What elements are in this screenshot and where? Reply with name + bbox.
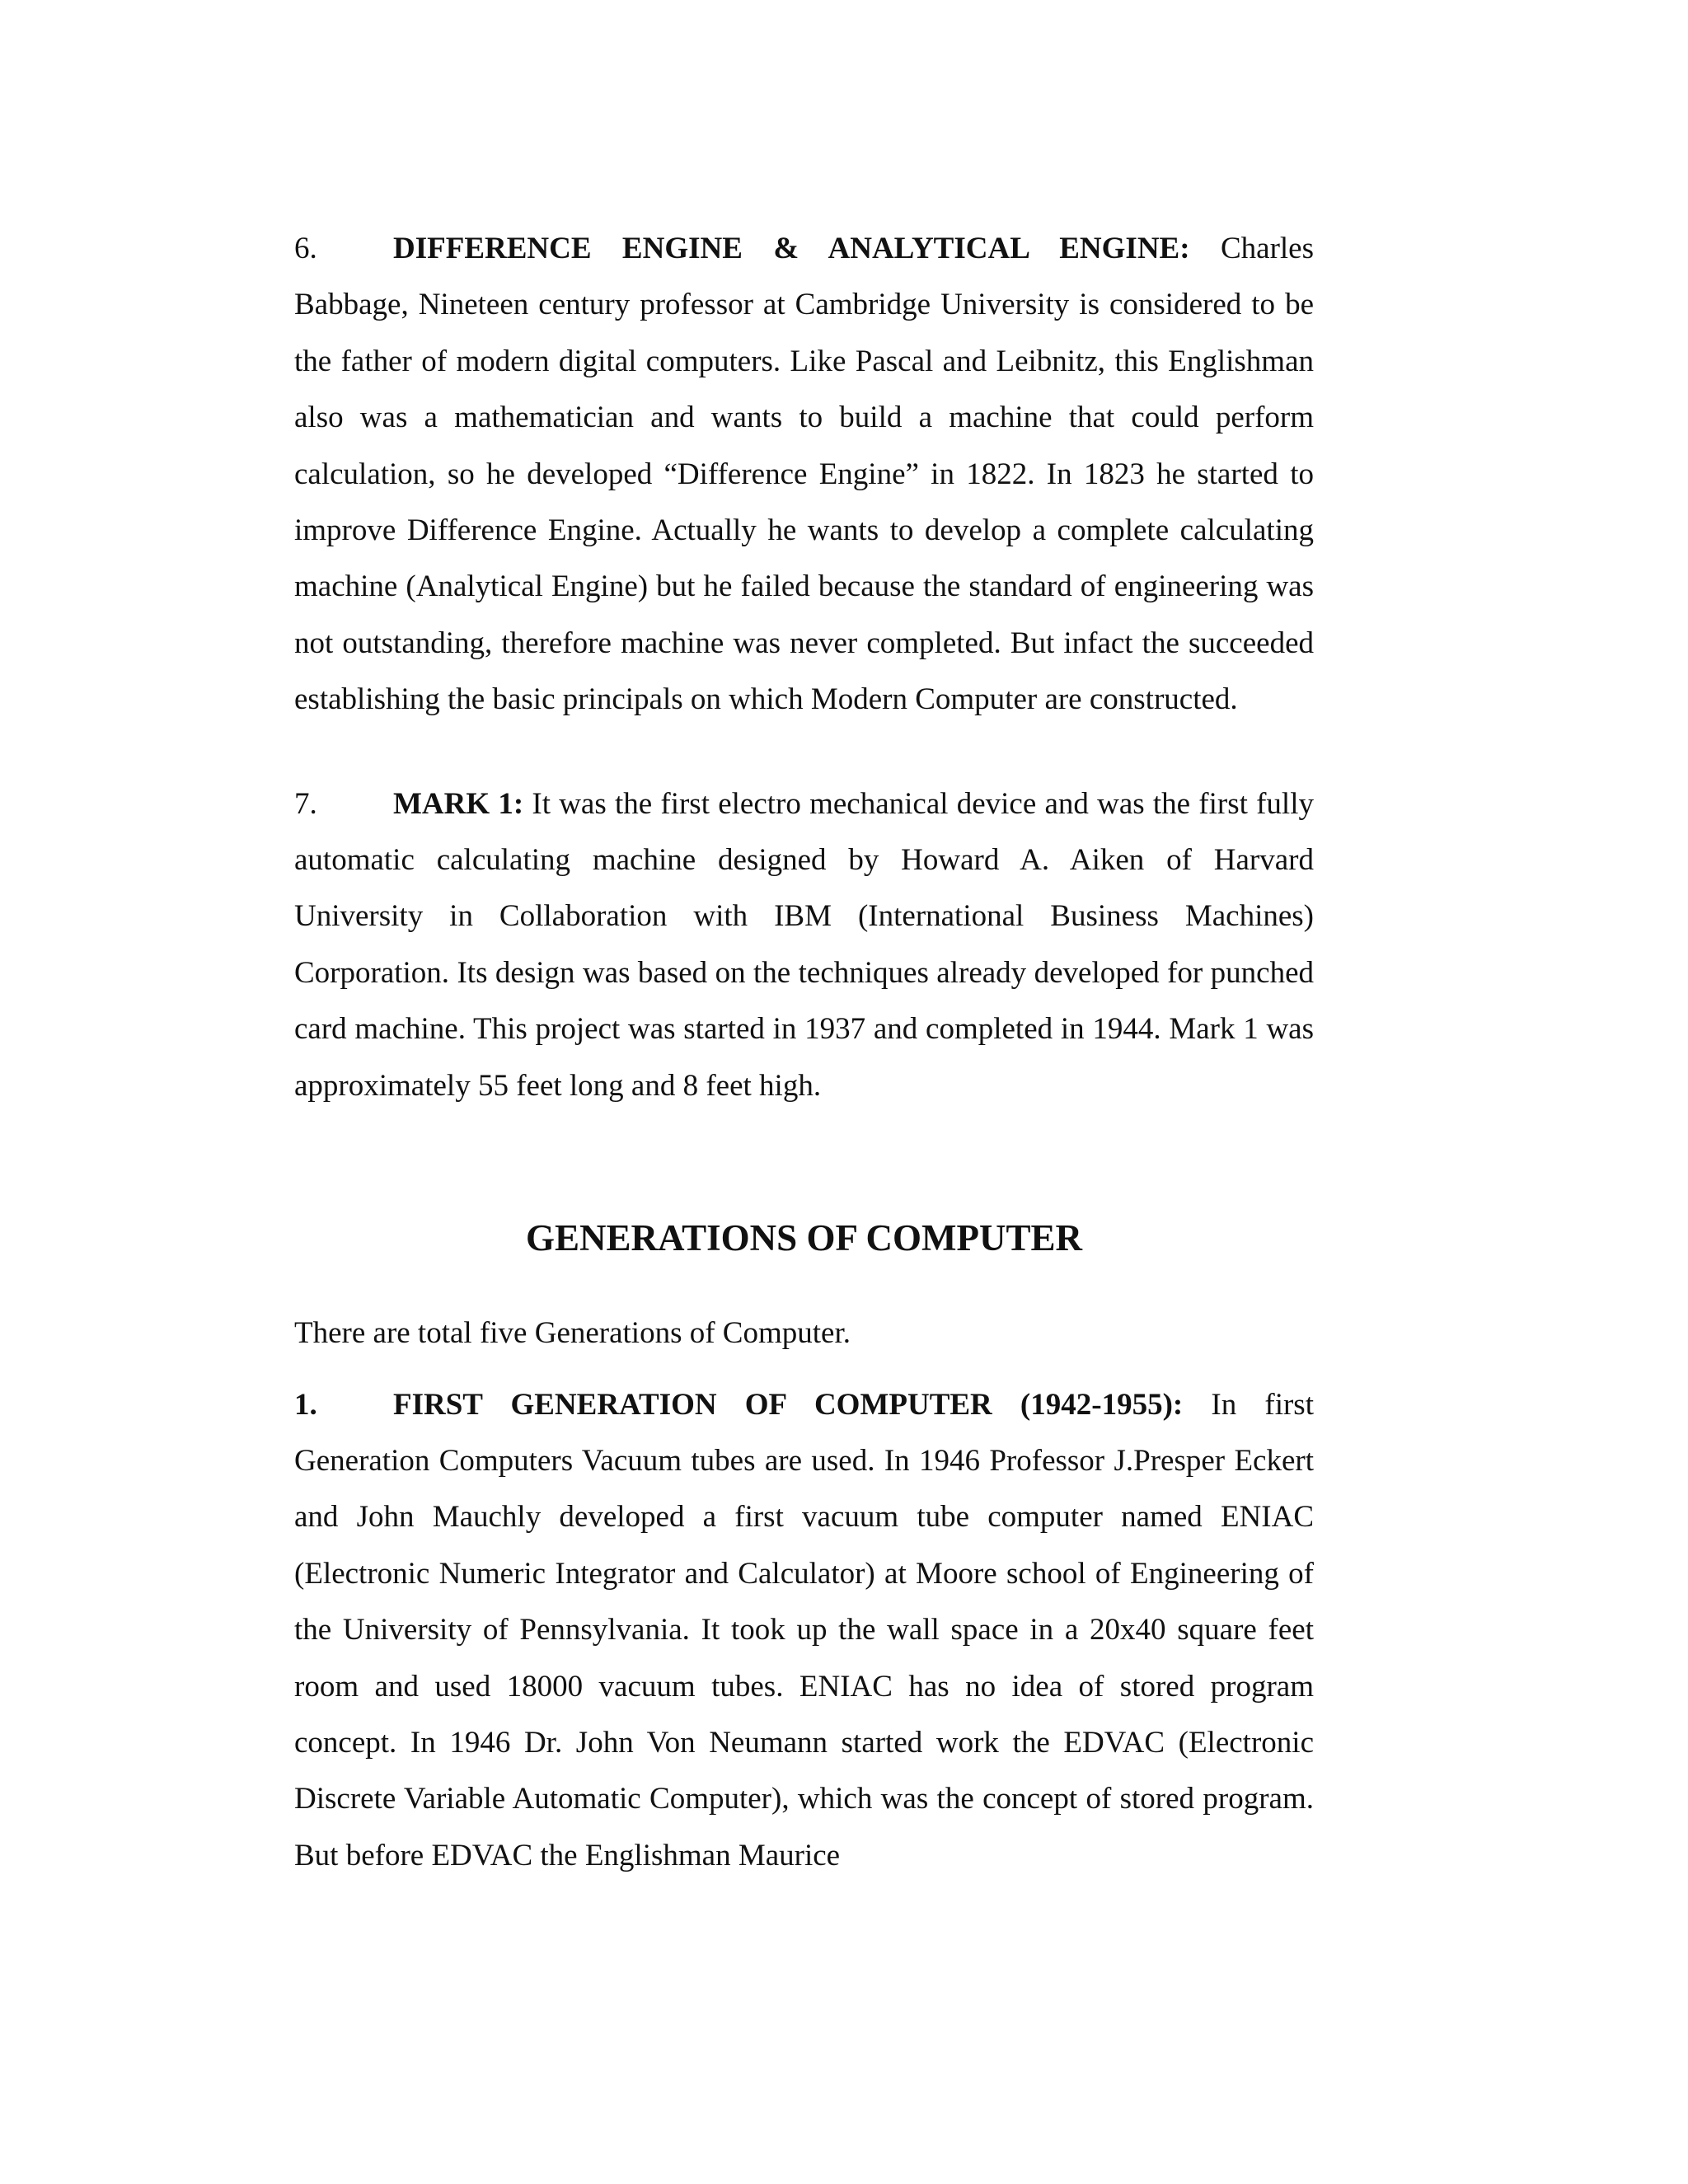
item-heading: MARK 1: [393, 786, 524, 821]
item-body: It was the first electro mechanical device and was the first fully automatic calculating machine designed by Howard A. Aiken of Harvard University in Collaboration with IBM (International Business Machines) Corporation. Its design was based on the techniques already developed for punched card machine. This project was started in 1937 and completed in 1944. Mark 1 was approximately 55 feet long and 8 feet high. [294, 786, 1314, 1103]
document-page [294, 221, 1314, 1884]
item-mark-1 [294, 776, 1314, 1114]
section-title: GENERATIONS OF COMPUTER [525, 1217, 1083, 1259]
item-difference-engine [294, 221, 1314, 729]
item-body: In first Generation Computers Vacuum tubes are used. In 1946 Professor J.Presper Eckert and John Mauchly developed a first vacuum tube computer named ENIAC (Electronic Numeric Integrator and Calculator) at Moore school of Engineering of the University of Pennsylvania. It took up the wall space in a 20x40 square feet room and used 18000 vacuum tubes. ENIAC has no idea of stored program concept. In 1946 Dr. John Von Neumann started work the EDVAC (Electronic Discrete Variable Automatic Computer), which was the concept of stored program. But before EDVAC the Englishman Maurice [294, 1387, 1314, 1872]
section-intro: There are total five Generations of Computer. [294, 1316, 851, 1351]
item-body: Charles Babbage, Nineteen century professor at Cambridge University is considered to be the father of modern digital computers. Like Pascal and Leibnitz, this Englishman also was a mathematician and wants to build a machine that could perform calculation, so he developed “Difference Engine” in 1822. In 1823 he started to improve Difference Engine. Actually he wants to develop a complete calculating machine (Analytical Engine) but he failed because the standard of engineering was not outstanding, therefore machine was never completed. But infact the succeeded establishing the basic principals on which Modern Computer are constructed. [294, 232, 1315, 717]
item-heading: DIFFERENCE ENGINE & ANALYTICAL ENGINE: [393, 232, 1190, 265]
item-number: 6. [294, 232, 317, 265]
item-heading: FIRST GENERATION OF COMPUTER (1942-1955): [393, 1387, 1184, 1422]
item-number: 1. [294, 1387, 317, 1422]
item-first-generation [294, 1377, 1314, 1885]
item-number: 7. [294, 786, 317, 821]
